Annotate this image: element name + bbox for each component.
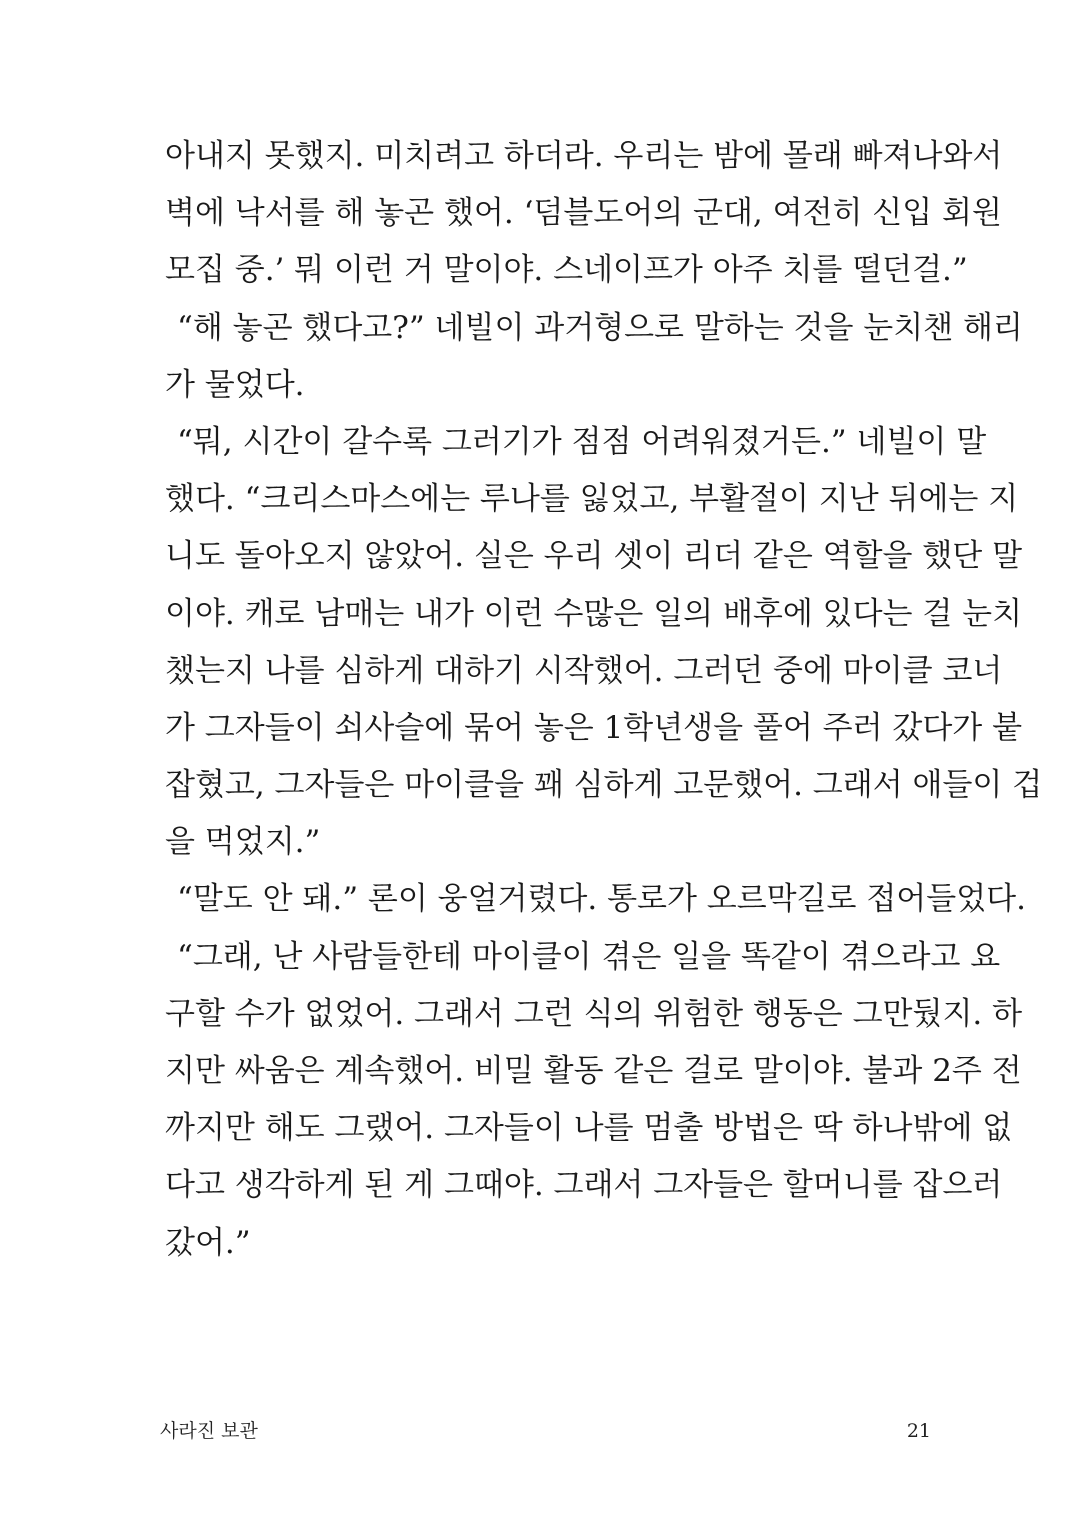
text-line: 벽에 낙서를 해 놓곤 했어. ‘덤블도어의 군대, 여전히 신입 회원 bbox=[165, 195, 1002, 232]
text-line: 했다. “크리스마스에는 루나를 잃었고, 부활절이 지난 뒤에는 지 bbox=[165, 481, 1019, 518]
text-line: 구할 수가 없었어. 그래서 그런 식의 위험한 행동은 그만뒀지. 하 bbox=[165, 995, 1023, 1032]
text-line: 이야. 캐로 남매는 내가 이런 수많은 일의 배후에 있다는 걸 눈치 bbox=[165, 595, 1023, 632]
text-line: 다고 생각하게 된 게 그때야. 그래서 그자들은 할머니를 잡으러 bbox=[165, 1167, 1003, 1204]
text-line: “말도 안 돼.” 론이 웅얼거렸다. 통로가 오르막길로 접어들었다. bbox=[177, 881, 1026, 918]
text-line: 니도 돌아오지 않았어. 실은 우리 셋이 리더 같은 역할을 했단 말 bbox=[165, 538, 1023, 575]
text-line: 갔어.” bbox=[165, 1224, 251, 1261]
text-line: 지만 싸움은 계속했어. 비밀 활동 같은 걸로 말이야. 불과 2주 전 bbox=[165, 1053, 1022, 1089]
text-line: 까지만 해도 그랬어. 그자들이 나를 멈출 방법은 딱 하나밖에 없 bbox=[165, 1110, 1013, 1147]
page-number: 21 bbox=[906, 1420, 931, 1442]
text-line: “해 놓곤 했다고?” 네빌이 과거형으로 말하는 것을 눈치챈 해리 bbox=[177, 309, 1023, 346]
text-line: “뭐, 시간이 갈수록 그러기가 점점 어려워졌거든.” 네빌이 말 bbox=[177, 423, 987, 460]
running-title: 사라진 보관 bbox=[160, 1420, 258, 1442]
text-line: 아내지 못했지. 미치려고 하더라. 우리는 밤에 몰래 빠져나와서 bbox=[165, 138, 1003, 174]
text-line: 가 물었다. bbox=[165, 366, 305, 403]
body-text bbox=[165, 128, 1043, 1272]
text-line: 모집 중.’ 뭐 이런 거 말이야. 스네이프가 아주 치를 떨던걸.” bbox=[165, 252, 968, 289]
text-line: 챘는지 나를 심하게 대하기 시작했어. 그러던 중에 마이클 코너 bbox=[165, 652, 1003, 689]
text-line: “그래, 난 사람들한테 마이클이 겪은 일을 똑같이 겪으라고 요 bbox=[177, 938, 1001, 975]
text-line: 을 먹었지.” bbox=[165, 824, 321, 861]
text-line: 가 그자들이 쇠사슬에 묶어 놓은 1학년생을 풀어 주러 갔다가 붙 bbox=[165, 709, 1023, 746]
text-line: 잡혔고, 그자들은 마이클을 꽤 심하게 고문했어. 그래서 애들이 겁 bbox=[165, 767, 1043, 804]
